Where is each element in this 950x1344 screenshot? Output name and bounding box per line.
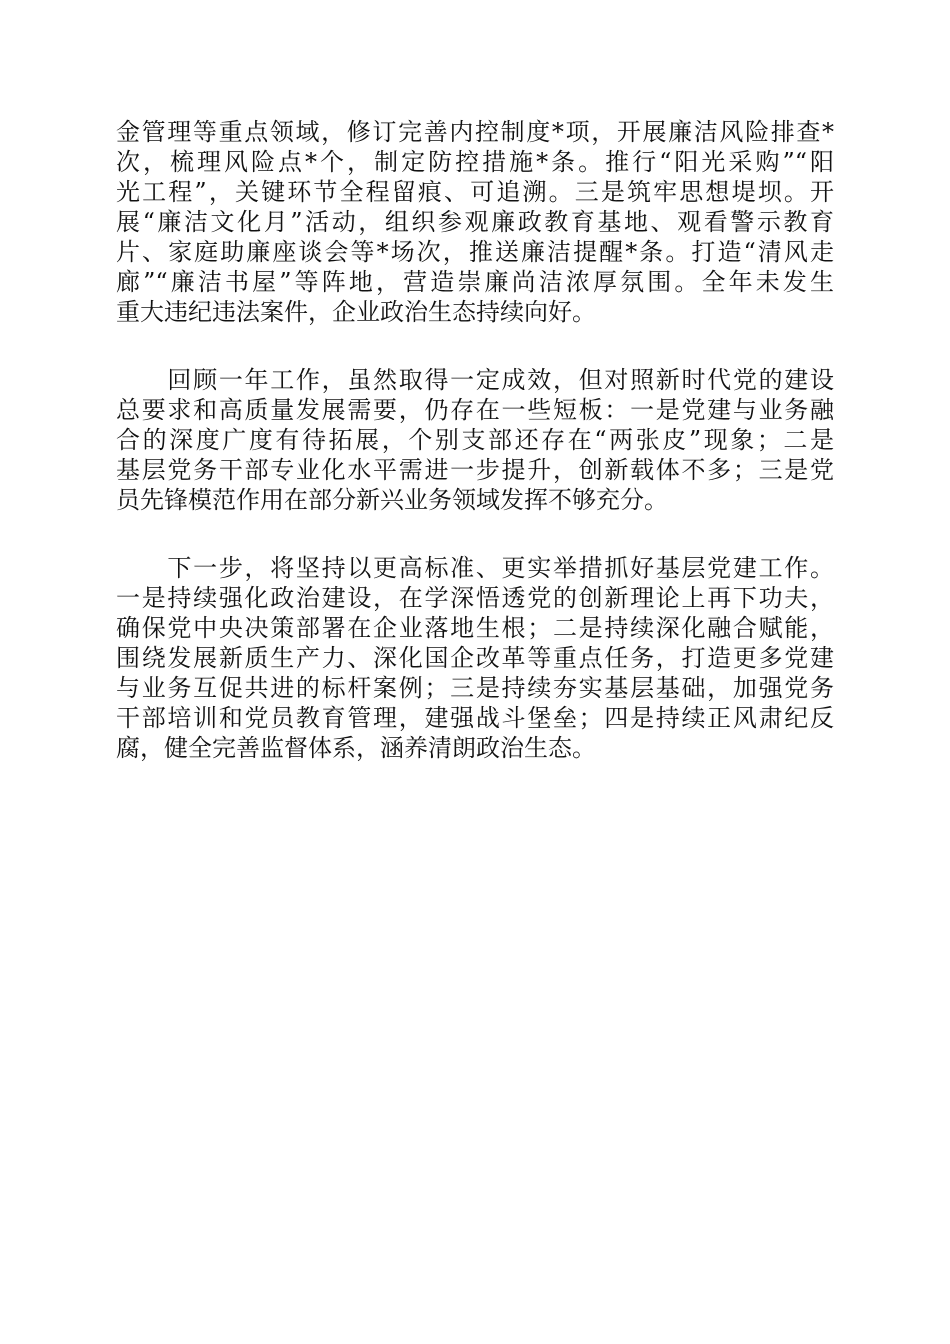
text-line: 片、家庭助廉座谈会等*场次，推送廉洁提醒*条。打造“清风走 xyxy=(116,238,834,266)
paragraph-review xyxy=(116,365,834,515)
text-line: 基层党务干部专业化水平需进一步提升，创新载体不多；三是党 xyxy=(116,456,834,484)
paragraph-spacer xyxy=(116,327,834,365)
text-line: 展“廉洁文化月”活动，组织参观廉政教育基地、观看警示教育 xyxy=(116,208,834,236)
text-line: 次，梳理风险点*个，制定防控措施*条。推行“阳光采购”“阳 xyxy=(116,148,834,176)
paragraph-spacer xyxy=(116,515,834,553)
text-line: 与业务互促共进的标杆案例；三是持续夯实基层基础，加强党务 xyxy=(116,674,834,702)
text-line: 确保党中央决策部署在企业落地生根；二是持续深化融合赋能， xyxy=(116,614,834,642)
paragraph-next-steps xyxy=(116,553,834,763)
text-line: 合的深度广度有待拓展，个别支部还存在“两张皮”现象；二是 xyxy=(116,426,834,454)
text-line: 光工程”，关键环节全程留痕、可追溯。三是筑牢思想堤坝。开 xyxy=(116,178,834,206)
text-line: 围绕发展新质生产力、深化国企改革等重点任务，打造更多党建 xyxy=(116,644,834,672)
text-line: 回顾一年工作，虽然取得一定成效，但对照新时代党的建设 xyxy=(116,366,834,394)
text-line: 下一步，将坚持以更高标准、更实举措抓好基层党建工作。 xyxy=(116,554,834,582)
text-line: 金管理等重点领域，修订完善内控制度*项，开展廉洁风险排查* xyxy=(116,118,834,146)
paragraph-integrity xyxy=(116,117,834,327)
text-line: 重大违纪违法案件，企业政治生态持续向好。 xyxy=(116,298,596,326)
text-line: 总要求和高质量发展需要，仍存在一些短板：一是党建与业务融 xyxy=(116,396,834,424)
text-line: 廊”“廉洁书屋”等阵地，营造崇廉尚洁浓厚氛围。全年未发生 xyxy=(116,268,834,296)
text-line: 干部培训和党员教育管理，建强战斗堡垒；四是持续正风肃纪反 xyxy=(116,704,834,732)
text-line: 腐，健全完善监督体系，涵养清朗政治生态。 xyxy=(116,734,596,762)
text-line: 员先锋模范作用在部分新兴业务领域发挥不够充分。 xyxy=(116,486,668,514)
text-line: 一是持续强化政治建设，在学深悟透党的创新理论上再下功夫， xyxy=(116,584,834,612)
document-body xyxy=(116,117,834,763)
